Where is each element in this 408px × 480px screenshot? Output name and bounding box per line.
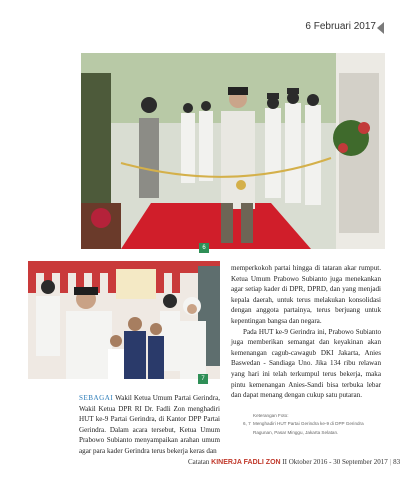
photo-badge: 7: [198, 374, 208, 384]
page-date: 6 Februari 2017: [305, 21, 376, 32]
footer-prefix: Catatan: [188, 458, 210, 466]
footer-kinerja: KINERJA: [211, 459, 242, 466]
photo-ribbon-cutting-illustration: [81, 53, 385, 249]
photo-caption: [243, 412, 383, 437]
article-right-column: [231, 263, 381, 401]
article-paragraph: Pada HUT ke-9 Gerindra ini, Prabowo Subianto juga memberikan semangat dan keyakinan akan kemenangan cagub-cawagub DKI Jakarta, Anies Baswedan - Sandiaga Uno. Jika 134 ribu relawan yang hari ini telah terkumpul terus bekerja, maka pintu kemenangan Anies-Sandi bisa terbuka lebar dan dapat menang dengan cukup satu putaran.: [231, 327, 381, 400]
article-left-column: [79, 393, 220, 457]
photo-children-event: [28, 261, 220, 379]
caption-number: 6, 7: [243, 421, 251, 426]
page-number: 83: [393, 458, 401, 466]
photo-badge: 6: [199, 243, 209, 253]
footer-range: II Oktober 2016 - 30 September 2017: [282, 458, 388, 466]
caption-label: Keterangan Foto:: [253, 413, 289, 418]
page-footer: [188, 458, 400, 466]
photo-children-event-illustration: [28, 261, 220, 379]
article-paragraph: Wakil Ketua Umum Partai Gerindra, Wakil Ketua DPR RI Dr. Fadli Zon menghadiri HUT ke-9 Partai Gerindra, di Kantor DPP Partai Gerindra. Dalam acara tersebut, Ketua Umum Prabowo Subianto menyampaikan arahan umum agar para kader Gerindra terus bekerja keras dan: [79, 394, 220, 455]
footer-separator: |: [389, 458, 392, 466]
photo-ribbon-cutting: [81, 53, 385, 249]
caption-text: Menghadiri HUT Partai Gerindra ke-9 di DPP Gerindra Ragunan, Pasar Minggu, Jakarta Selatan.: [253, 421, 364, 435]
article-lead-word: SEBAGAI: [79, 394, 114, 402]
article-paragraph: memperkokoh partai hingga di tataran akar rumput. Ketua Umum Prabowo Subianto juga menekankan agar setiap kader di DPR, DPRD, dan yang menjadi kepala daerah, untuk terus melakukan konsolidasi dengan anggota partainya, terus berjuang untuk kepentingan bangsa dan negara.: [231, 264, 381, 325]
page-corner-marker: [377, 22, 384, 34]
footer-name: FADLI ZON: [243, 459, 281, 466]
